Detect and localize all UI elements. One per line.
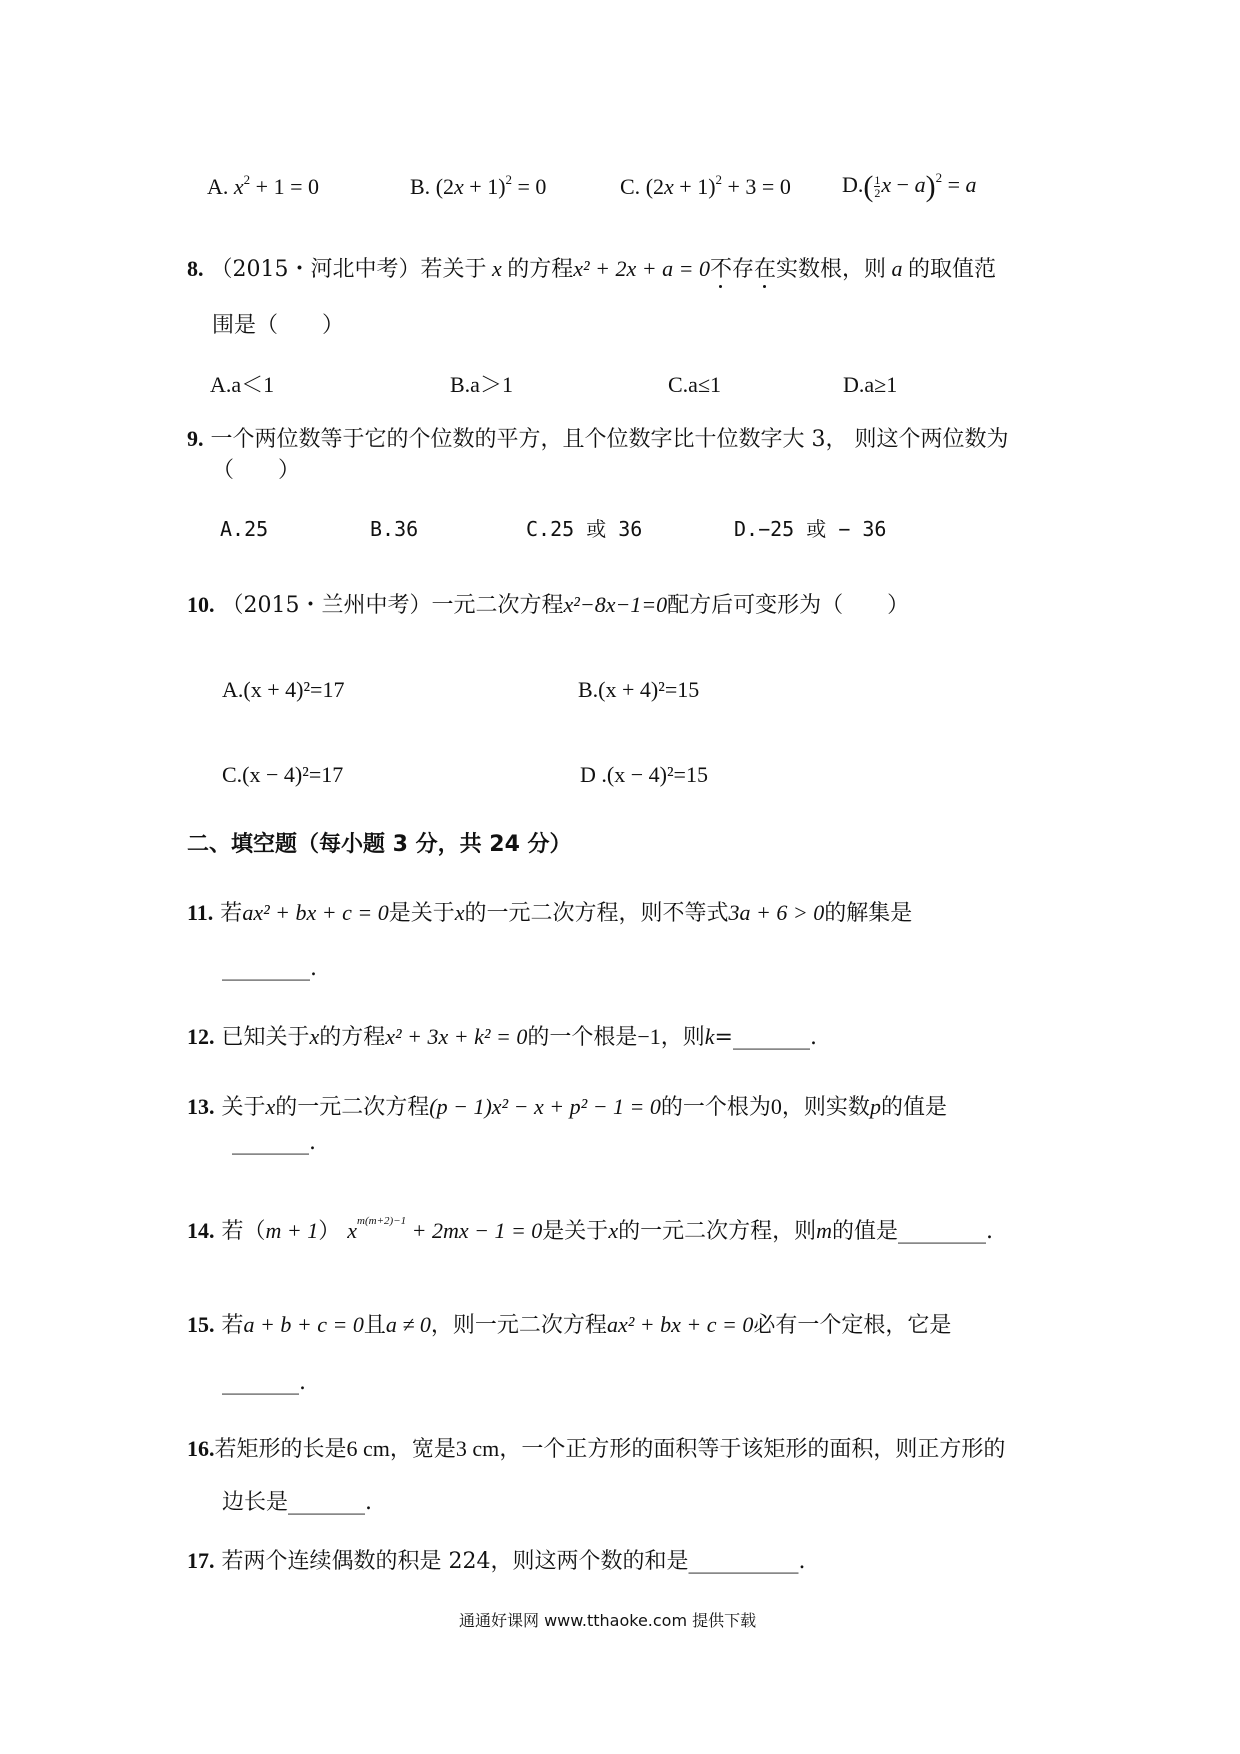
question-15-blank: _______. [222,1370,306,1395]
q8-option-a: A.a＜1 [210,372,275,397]
question-number: 10. [187,592,215,617]
emphasis-nonexistent: 不存在 [709,257,776,282]
q8-option-c: C.a≤1 [668,372,722,397]
q7-option-c: C. $(2x + 1)^2 + 3 = 0$ [620,172,791,199]
question-number: 14. [187,1218,215,1243]
q8-option-d: D.a≥1 [843,372,898,397]
question-10: 10. （2015・兰州中考）一元二次方程x²−8x−1=0配方后可变形为（ ） [187,592,910,618]
q8-option-b: B.a＞1 [450,372,513,397]
question-number: 9. [187,426,204,451]
question-number: 11. [187,900,214,925]
question-number: 16. [187,1436,215,1461]
q7-option-a: A. $x^2 + 1 = 0$ [207,172,319,199]
question-number: 17. [187,1548,215,1573]
question-9-line2: （ ） [212,458,301,483]
q10-option-b: B.(x + 4)²=15 [578,677,700,702]
q10-option-a: A.(x + 4)²=17 [222,677,345,702]
q9-option-d: D.−25 或 − 36 [734,517,887,541]
question-15: 15. 若a + b + c = 0且a ≠ 0，则一元二次方程ax² + bx + c = 0必有一个定根，它是 [187,1312,952,1338]
question-11: 11. 若ax² + bx + c = 0是关于x的一元二次方程，则不等式3a + 6 > 0的解集是 [187,900,913,926]
question-14: 14. 若（m + 1） $x^{m(m+2)-1} + 2mx - 1 = 0$是关于x的一元二次方程，则m的值是________. [187,1215,993,1244]
section-2-heading: 二、填空题（每小题 3 分，共 24 分） [187,832,572,857]
question-8: 8. （2015・河北中考）若关于 x 的方程x² + 2x + a = 0不存在实数根，则 a 的取值范 [187,256,997,282]
question-11-blank: ________. [222,956,317,981]
q10-option-d: D .(x − 4)²=15 [580,762,708,787]
q9-option-a: A.25 [220,517,269,541]
q7-option-d: D.( $\frac{1}{2}$ x − a)$^2$ = a [842,170,977,203]
q7-option-b: B. $(2x + 1)^2 = 0$ [410,172,547,199]
page-footer: 通通好课网 www.tthaoke.com 提供下载 [459,1611,757,1630]
question-number: 13. [187,1094,215,1119]
question-17: 17. 若两个连续偶数的积是 224，则这两个数的和是__________. [187,1548,806,1574]
question-13-blank: _______. [232,1130,316,1155]
q9-option-c: C.25 或 36 [526,517,643,541]
question-number: 15. [187,1312,215,1337]
question-9: 9. 一个两位数等于它的个位数的平方，且个位数字比十位数字大 3， 则这个两位数为 [187,426,1009,452]
question-12: 12. 已知关于x的方程x² + 3x + k² = 0的一个根是−1，则k=_______. [187,1024,817,1050]
q9-option-b: B.36 [370,517,419,541]
question-number: 12. [187,1024,215,1049]
question-8-line2: 围是（ ） [212,313,345,338]
question-13: 13. 关于x的一元二次方程(p − 1)x² − x + p² − 1 = 0的一个根为0，则实数p的值是 [187,1094,947,1120]
q10-option-c: C.(x − 4)²=17 [222,762,344,787]
question-number: 8. [187,256,204,281]
question-16: 16.若矩形的长是6 cm，宽是3 cm，一个正方形的面积等于该矩形的面积，则正方形的 [187,1436,1006,1462]
question-16-line2: 边长是_______. [222,1490,372,1515]
